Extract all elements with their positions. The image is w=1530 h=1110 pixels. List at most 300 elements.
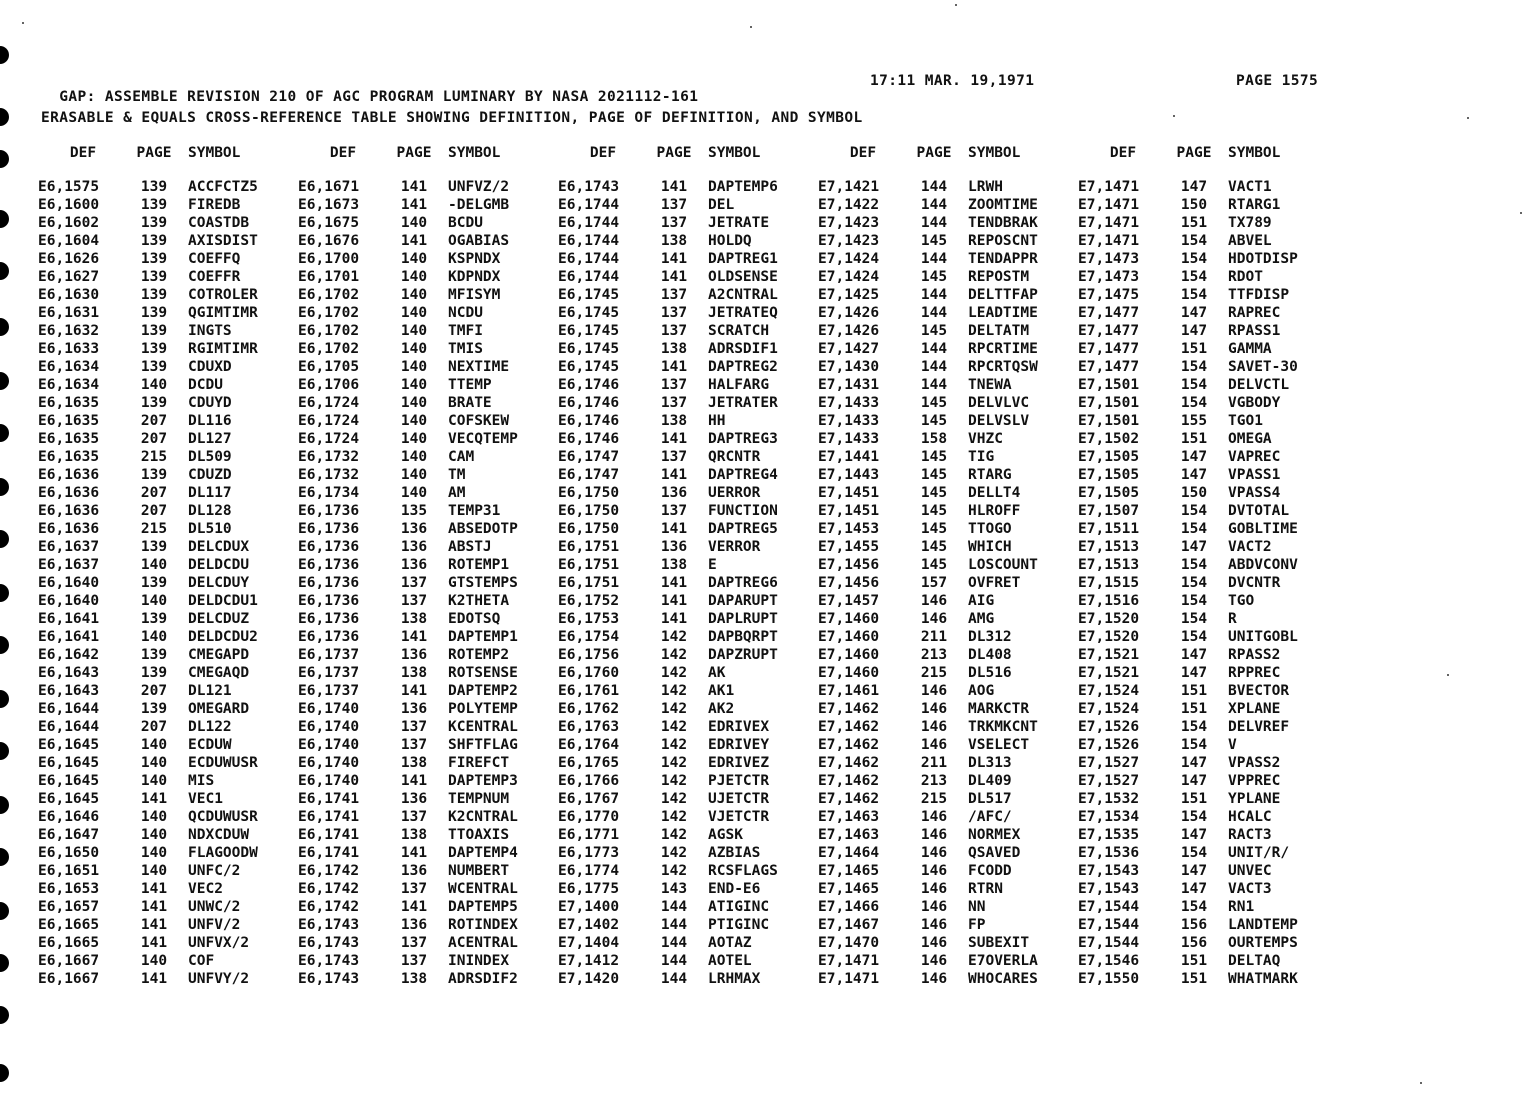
def-cell: E7,1543 [1078, 863, 1140, 879]
column-header-page: PAGE [396, 145, 432, 161]
def-cell: E6,1665 [38, 935, 100, 951]
def-cell: E6,1635 [38, 413, 100, 429]
symbol-cell: VEC1 [188, 791, 223, 807]
page-cell: 154 [1180, 611, 1208, 627]
entry-group [1078, 700, 1338, 718]
entry-group [558, 682, 818, 700]
def-cell: E6,1745 [558, 305, 620, 321]
punch-hole [0, 1064, 9, 1082]
entry-group [298, 376, 558, 394]
entry-group [298, 808, 558, 826]
symbol-cell: HH [708, 413, 726, 429]
symbol-cell: OVFRET [968, 575, 1021, 591]
def-cell: E7,1462 [818, 701, 880, 717]
table-row [38, 448, 1338, 466]
symbol-cell: DL517 [968, 791, 1012, 807]
entry-group [558, 808, 818, 826]
entry-group [38, 466, 298, 484]
symbol-cell: DL117 [188, 485, 232, 501]
page-cell: 145 [920, 233, 948, 249]
entry-group [298, 232, 558, 250]
def-cell: E7,1470 [818, 935, 880, 951]
entry-group [298, 556, 558, 574]
def-cell: E6,1751 [558, 539, 620, 555]
page-cell: 154 [1180, 593, 1208, 609]
symbol-cell: AOTAZ [708, 935, 752, 951]
entry-group [1078, 322, 1338, 340]
symbol-cell: UNFV/2 [188, 917, 241, 933]
def-cell: E6,1736 [298, 629, 360, 645]
def-cell: E7,1422 [818, 197, 880, 213]
entry-group [1078, 934, 1338, 952]
def-cell: E7,1473 [1078, 251, 1140, 267]
page-cell: 154 [1180, 287, 1208, 303]
def-cell: E6,1736 [298, 575, 360, 591]
def-cell: E6,1745 [558, 359, 620, 375]
entry-group [558, 880, 818, 898]
def-cell: E6,1747 [558, 449, 620, 465]
entry-group [558, 214, 818, 232]
entry-group [558, 196, 818, 214]
page-cell: 141 [660, 359, 688, 375]
def-cell: E6,1702 [298, 341, 360, 357]
page-cell: 140 [400, 305, 428, 321]
symbol-cell: TRKMKCNT [968, 719, 1038, 735]
column-header-def: DEF [69, 145, 97, 161]
def-cell: E6,1743 [298, 935, 360, 951]
scan-speck [1467, 117, 1469, 119]
symbol-cell: ININDEX [448, 953, 510, 969]
def-cell: E7,1451 [818, 503, 880, 519]
symbol-cell: K2CNTRAL [448, 809, 518, 825]
def-cell: E6,1744 [558, 233, 620, 249]
page-cell: 142 [660, 845, 688, 861]
punch-hole [0, 318, 9, 336]
def-cell: E6,1636 [38, 521, 100, 537]
page-cell: 146 [920, 683, 948, 699]
page-cell: 142 [660, 719, 688, 735]
symbol-cell: EDRIVEZ [708, 755, 770, 771]
entry-group [38, 718, 298, 736]
def-cell: E7,1424 [818, 251, 880, 267]
page-cell: 207 [140, 503, 168, 519]
page-cell: 146 [920, 899, 948, 915]
symbol-cell: DVCNTR [1228, 575, 1281, 591]
table-row [38, 718, 1338, 736]
punch-hole [0, 262, 9, 280]
entry-group [818, 304, 1078, 322]
page-cell: 146 [920, 971, 948, 987]
def-cell: E6,1636 [38, 485, 100, 501]
def-cell: E6,1724 [298, 413, 360, 429]
table-row [38, 646, 1338, 664]
def-cell: E7,1515 [1078, 575, 1140, 591]
page-cell: 147 [1180, 827, 1208, 843]
symbol-cell: DAPTREG1 [708, 251, 778, 267]
entry-group [1078, 754, 1338, 772]
entry-group [38, 484, 298, 502]
def-cell: E7,1421 [818, 179, 880, 195]
page-cell: 154 [1180, 557, 1208, 573]
symbol-cell: LANDTEMP [1228, 917, 1298, 933]
def-cell: E7,1505 [1078, 467, 1140, 483]
symbol-cell: WCENTRAL [448, 881, 518, 897]
entry-group [1078, 286, 1338, 304]
def-cell: E7,1402 [558, 917, 620, 933]
page-cell: 154 [1180, 503, 1208, 519]
def-cell: E6,1741 [298, 809, 360, 825]
entry-group [818, 718, 1078, 736]
symbol-cell: ROTEMP1 [448, 557, 510, 573]
page-cell: 147 [1180, 881, 1208, 897]
def-cell: E7,1465 [818, 863, 880, 879]
entry-group [558, 448, 818, 466]
page-cell: 146 [920, 809, 948, 825]
page-cell: 140 [140, 863, 168, 879]
def-cell: E6,1766 [558, 773, 620, 789]
entry-group [818, 826, 1078, 844]
def-cell: E6,1641 [38, 629, 100, 645]
page-cell: 140 [400, 485, 428, 501]
page-cell: 213 [920, 647, 948, 663]
def-cell: E6,1643 [38, 665, 100, 681]
page-cell: 135 [400, 503, 428, 519]
page-cell: 211 [920, 629, 948, 645]
entry-group [1078, 574, 1338, 592]
entry-group [818, 700, 1078, 718]
entry-group [1078, 358, 1338, 376]
entry-group [818, 682, 1078, 700]
def-cell: E7,1462 [818, 773, 880, 789]
def-cell: E6,1644 [38, 719, 100, 735]
def-cell: E7,1475 [1078, 287, 1140, 303]
symbol-cell: TTFDISP [1228, 287, 1290, 303]
symbol-cell: RPPREC [1228, 665, 1281, 681]
table-row [38, 430, 1338, 448]
symbol-cell: TTEMP [448, 377, 492, 393]
symbol-cell: AK [708, 665, 726, 681]
punch-hole [0, 210, 9, 228]
header-page-number: PAGE 1575 [1236, 73, 1319, 89]
table-row [38, 502, 1338, 520]
entry-group [558, 574, 818, 592]
symbol-cell: VACT3 [1228, 881, 1272, 897]
punch-hole [0, 584, 9, 602]
def-cell: E6,1667 [38, 953, 100, 969]
symbol-cell: TTOAXIS [448, 827, 510, 843]
symbol-cell: JETRATE [708, 215, 770, 231]
symbol-cell: DAPBQRPT [708, 629, 778, 645]
punch-hole [0, 1006, 9, 1024]
header-line-2: ERASABLE & EQUALS CROSS-REFERENCE TABLE SHOWING DEFINITION, PAGE OF DEFINITION, AND SYMBOL [41, 110, 863, 126]
symbol-cell: RDOT [1228, 269, 1263, 285]
page-cell: 140 [140, 809, 168, 825]
def-cell: E7,1424 [818, 269, 880, 285]
symbol-cell: DVTOTAL [1228, 503, 1290, 519]
page-cell: 154 [1180, 251, 1208, 267]
symbol-cell: TEMP31 [448, 503, 501, 519]
def-cell: E7,1471 [1078, 233, 1140, 249]
page-cell: 141 [400, 197, 428, 213]
page-cell: 137 [660, 323, 688, 339]
page-cell: 141 [400, 683, 428, 699]
symbol-cell: UNFC/2 [188, 863, 241, 879]
entry-group [298, 250, 558, 268]
symbol-cell: COTROLER [188, 287, 258, 303]
entry-group [38, 268, 298, 286]
def-cell: E6,1773 [558, 845, 620, 861]
symbol-cell: SCRATCH [708, 323, 770, 339]
page-cell: 154 [1180, 809, 1208, 825]
symbol-cell: RPASS1 [1228, 323, 1281, 339]
symbol-cell: UJETCTR [708, 791, 770, 807]
entry-group [298, 484, 558, 502]
symbol-cell: K2THETA [448, 593, 510, 609]
entry-group [558, 934, 818, 952]
table-row [38, 268, 1338, 286]
def-cell: E7,1461 [818, 683, 880, 699]
page-cell: 137 [400, 575, 428, 591]
def-cell: E6,1637 [38, 539, 100, 555]
entry-group [1078, 808, 1338, 826]
def-cell: E6,1636 [38, 503, 100, 519]
def-cell: E6,1745 [558, 323, 620, 339]
scan-speck [1420, 1082, 1422, 1084]
table-row [38, 880, 1338, 898]
def-cell: E7,1426 [818, 305, 880, 321]
page-cell: 147 [1180, 305, 1208, 321]
def-cell: E7,1532 [1078, 791, 1140, 807]
page-cell: 144 [660, 953, 688, 969]
symbol-cell: ZOOMTIME [968, 197, 1038, 213]
table-row [38, 304, 1338, 322]
entry-group [38, 610, 298, 628]
entry-group [558, 700, 818, 718]
scan-speck [1447, 674, 1449, 676]
def-cell: E6,1742 [298, 881, 360, 897]
def-cell: E6,1743 [298, 917, 360, 933]
table-row [38, 934, 1338, 952]
entry-group [1078, 502, 1338, 520]
entry-group [38, 898, 298, 916]
def-cell: E6,1634 [38, 359, 100, 375]
entry-group [38, 286, 298, 304]
entry-group [558, 862, 818, 880]
symbol-cell: RN1 [1228, 899, 1255, 915]
page-cell: 140 [140, 827, 168, 843]
page-cell: 136 [400, 647, 428, 663]
punch-hole [0, 690, 9, 708]
symbol-cell: EDRIVEX [708, 719, 770, 735]
page-cell: 137 [660, 503, 688, 519]
page-cell: 215 [140, 449, 168, 465]
entry-group [818, 196, 1078, 214]
entry-group [558, 376, 818, 394]
entry-group [818, 538, 1078, 556]
symbol-cell: TIG [968, 449, 995, 465]
page-cell: 151 [1180, 431, 1208, 447]
page-cell: 137 [660, 449, 688, 465]
entry-group [1078, 466, 1338, 484]
def-cell: E6,1770 [558, 809, 620, 825]
entry-group [1078, 772, 1338, 790]
entry-group [818, 484, 1078, 502]
page-cell: 139 [140, 197, 168, 213]
page-cell: 145 [920, 521, 948, 537]
symbol-cell: TEMPNUM [448, 791, 510, 807]
page-cell: 145 [920, 467, 948, 483]
def-cell: E6,1750 [558, 485, 620, 501]
symbol-cell: DAPTREG4 [708, 467, 778, 483]
def-cell: E7,1457 [818, 593, 880, 609]
symbol-cell: FP [968, 917, 986, 933]
entry-group [298, 592, 558, 610]
page-cell: 211 [920, 755, 948, 771]
entry-group [818, 520, 1078, 538]
table-row [38, 376, 1338, 394]
page-cell: 140 [140, 557, 168, 573]
punch-hole [0, 530, 9, 548]
def-cell: E6,1744 [558, 251, 620, 267]
def-cell: E7,1536 [1078, 845, 1140, 861]
symbol-cell: POLYTEMP [448, 701, 518, 717]
def-cell: E6,1751 [558, 575, 620, 591]
def-cell: E7,1467 [818, 917, 880, 933]
entry-group [298, 610, 558, 628]
page-cell: 137 [660, 197, 688, 213]
page-cell: 146 [920, 827, 948, 843]
entry-group [298, 502, 558, 520]
entry-group [818, 592, 1078, 610]
page-cell: 139 [140, 323, 168, 339]
def-cell: E6,1700 [298, 251, 360, 267]
def-cell: E6,1653 [38, 881, 100, 897]
symbol-cell: SUBEXIT [968, 935, 1030, 951]
symbol-cell: QRCNTR [708, 449, 761, 465]
page-cell: 207 [140, 683, 168, 699]
page-cell: 136 [400, 557, 428, 573]
page-cell: 137 [400, 737, 428, 753]
page-cell: 139 [140, 701, 168, 717]
def-cell: E6,1753 [558, 611, 620, 627]
def-cell: E7,1526 [1078, 719, 1140, 735]
def-cell: E7,1465 [818, 881, 880, 897]
entry-group [818, 376, 1078, 394]
symbol-cell: AIG [968, 593, 995, 609]
symbol-cell: DELVSLV [968, 413, 1030, 429]
def-cell: E7,1501 [1078, 395, 1140, 411]
page-cell: 141 [660, 593, 688, 609]
entry-group [558, 772, 818, 790]
punch-hole [0, 478, 9, 496]
entry-group [38, 394, 298, 412]
column-header-page: PAGE [656, 145, 692, 161]
entry-group [1078, 898, 1338, 916]
page-cell: 140 [140, 845, 168, 861]
page-cell: 137 [660, 377, 688, 393]
def-cell: E7,1433 [818, 413, 880, 429]
def-cell: E6,1736 [298, 539, 360, 555]
def-cell: E6,1763 [558, 719, 620, 735]
page-cell: 140 [140, 737, 168, 753]
def-cell: E7,1463 [818, 827, 880, 843]
def-cell: E6,1754 [558, 629, 620, 645]
entry-group [1078, 736, 1338, 754]
def-cell: E6,1744 [558, 215, 620, 231]
symbol-cell: CMEGAQD [188, 665, 250, 681]
symbol-cell: VACT2 [1228, 539, 1272, 555]
entry-group [818, 394, 1078, 412]
entry-group [818, 574, 1078, 592]
entry-group [558, 286, 818, 304]
entry-group [38, 178, 298, 196]
page-cell: 138 [400, 665, 428, 681]
symbol-cell: TGO [1228, 593, 1255, 609]
page-cell: 141 [400, 845, 428, 861]
page-cell: 139 [140, 359, 168, 375]
symbol-cell: DL122 [188, 719, 232, 735]
entry-group [818, 502, 1078, 520]
def-cell: E7,1462 [818, 791, 880, 807]
page-cell: 146 [920, 863, 948, 879]
page-cell: 154 [1180, 575, 1208, 591]
scan-speck [750, 26, 752, 28]
entry-group [298, 916, 558, 934]
page-cell: 146 [920, 917, 948, 933]
entry-group [1078, 196, 1338, 214]
entry-group [298, 628, 558, 646]
page-cell: 140 [400, 215, 428, 231]
column-header-page: PAGE [136, 145, 172, 161]
entry-group [38, 790, 298, 808]
symbol-cell: DCDU [188, 377, 223, 393]
symbol-cell: COEFFR [188, 269, 241, 285]
page-cell: 144 [920, 179, 948, 195]
def-cell: E7,1544 [1078, 935, 1140, 951]
def-cell: E7,1423 [818, 215, 880, 231]
column-header-group [558, 142, 818, 164]
entry-group [818, 322, 1078, 340]
def-cell: E7,1462 [818, 755, 880, 771]
entry-group [818, 268, 1078, 286]
page-cell: 137 [400, 881, 428, 897]
symbol-cell: A2CNTRAL [708, 287, 778, 303]
symbol-cell: VAPREC [1228, 449, 1281, 465]
symbol-cell: DELTTFAP [968, 287, 1038, 303]
symbol-cell: AXISDIST [188, 233, 258, 249]
symbol-cell: DELCDUZ [188, 611, 250, 627]
entry-group [298, 196, 558, 214]
symbol-cell: VGBODY [1228, 395, 1281, 411]
page-cell: 139 [140, 467, 168, 483]
def-cell: E6,1742 [298, 899, 360, 915]
entry-group [558, 178, 818, 196]
page-cell: 140 [140, 953, 168, 969]
page-cell: 139 [140, 539, 168, 555]
def-cell: E7,1502 [1078, 431, 1140, 447]
punch-hole [0, 46, 9, 64]
table-row [38, 286, 1338, 304]
symbol-cell: KSPNDX [448, 251, 501, 267]
page-cell: 154 [1180, 521, 1208, 537]
def-cell: E6,1775 [558, 881, 620, 897]
page-cell: 147 [1180, 539, 1208, 555]
def-cell: E6,1640 [38, 575, 100, 591]
def-cell: E7,1511 [1078, 521, 1140, 537]
symbol-cell: E7OVERLA [968, 953, 1038, 969]
def-cell: E7,1473 [1078, 269, 1140, 285]
table-row [38, 772, 1338, 790]
